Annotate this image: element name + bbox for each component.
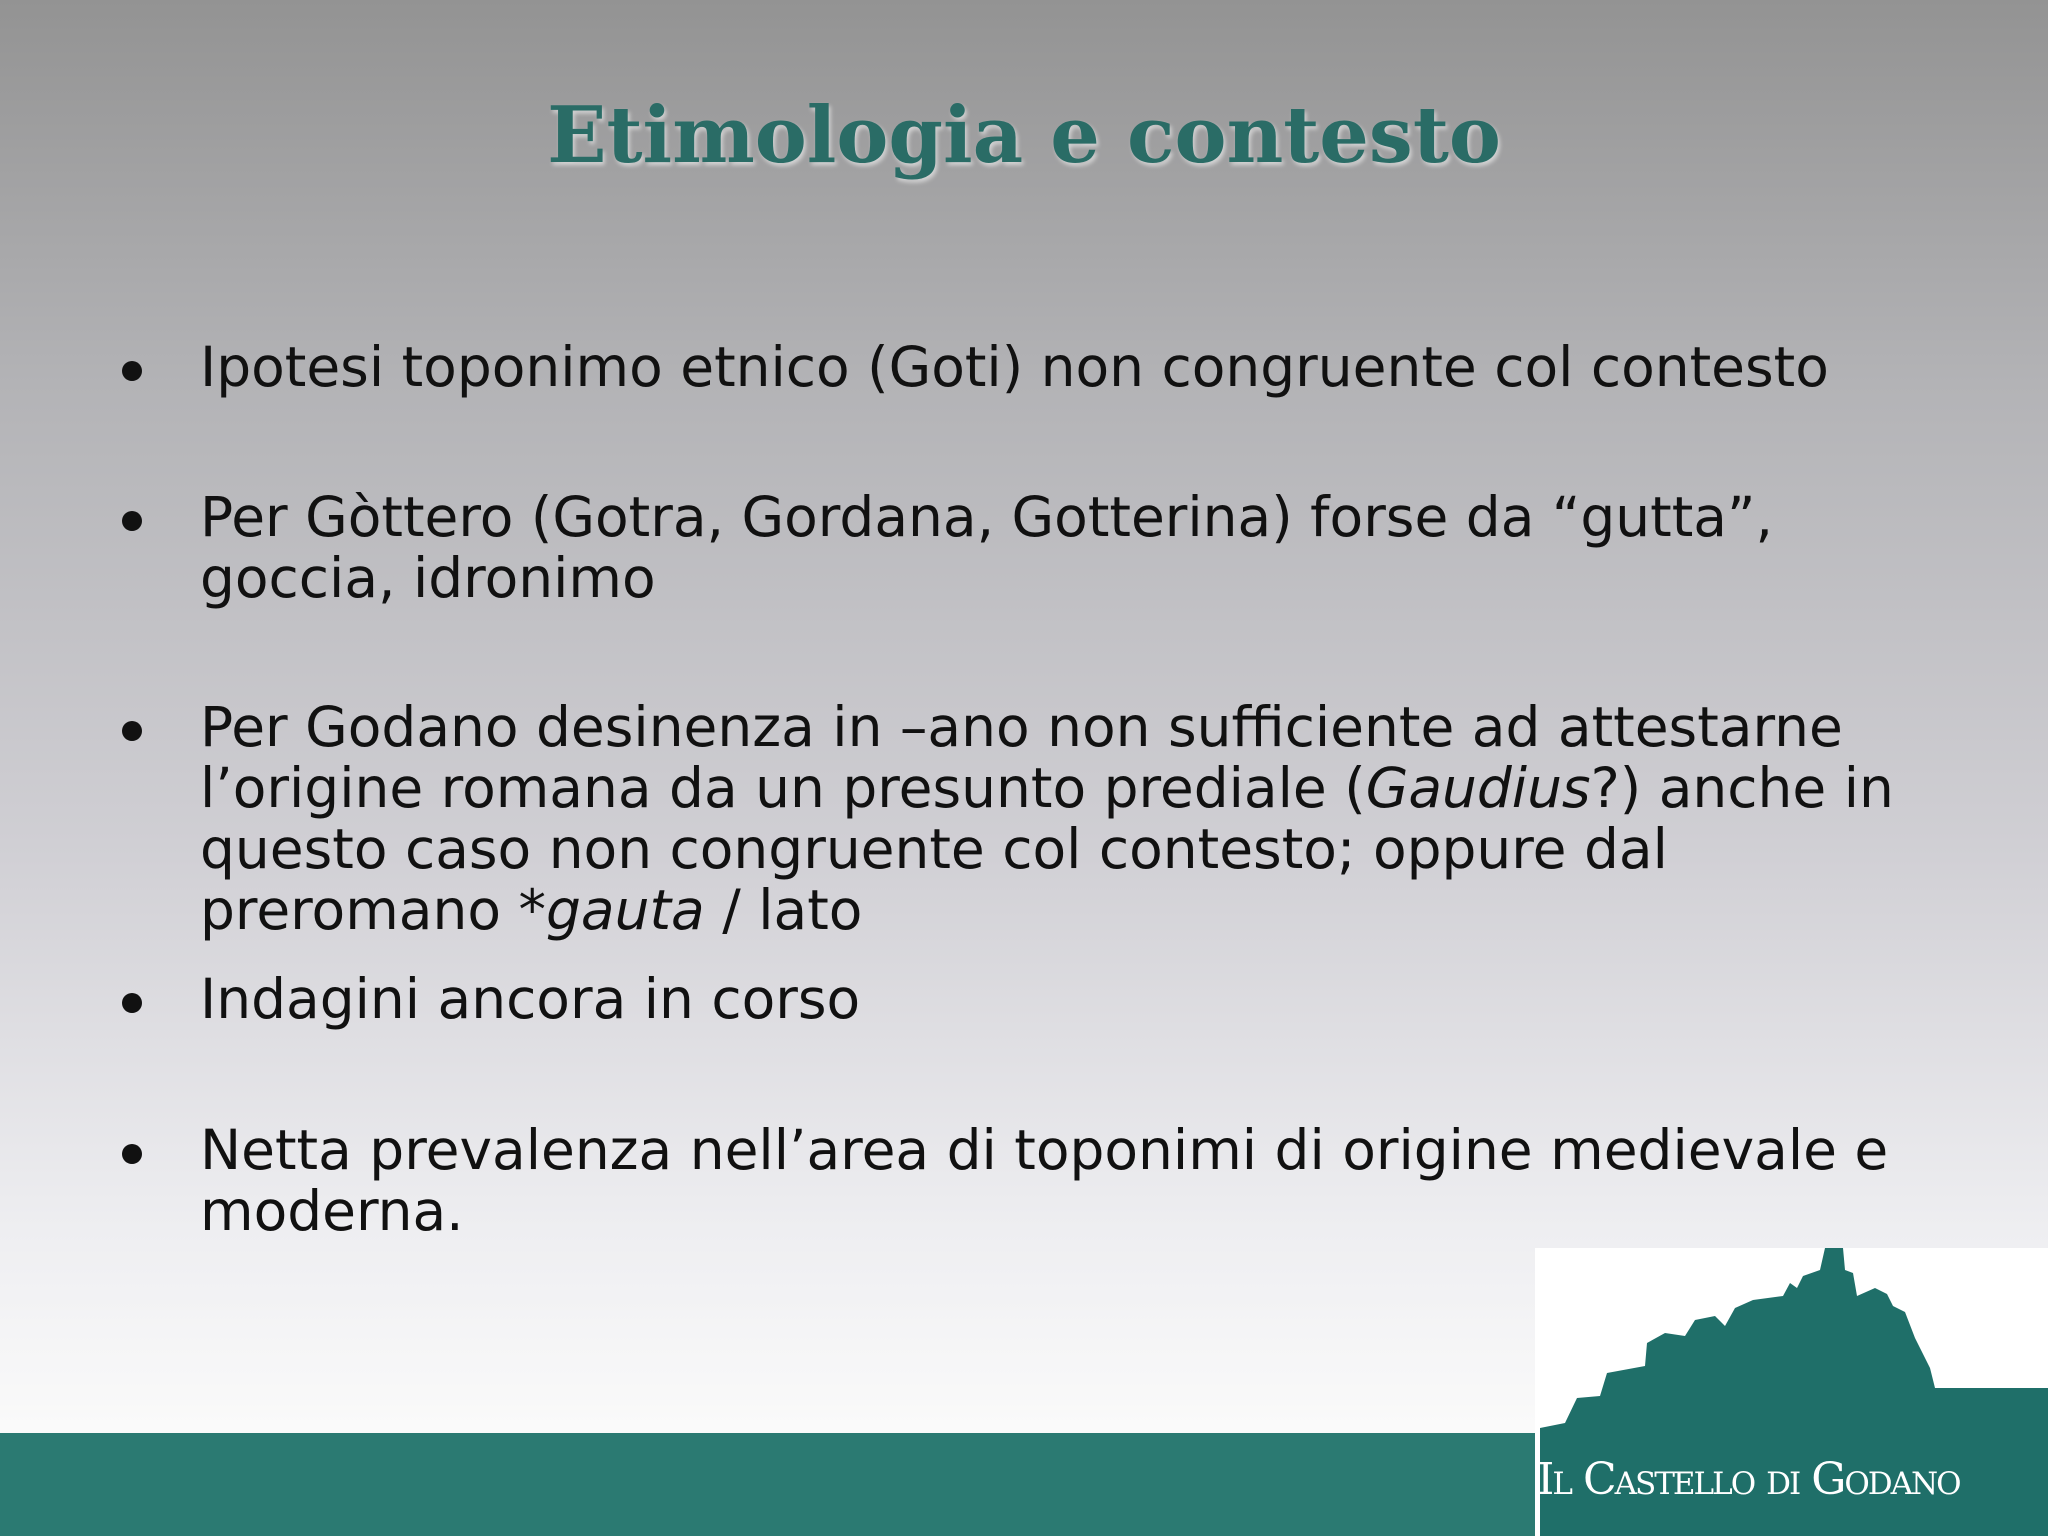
slide-title: Etimologia e contesto: [547, 90, 1501, 181]
bullet-item: [200, 487, 1960, 609]
bullet-item: [200, 337, 1960, 398]
bullet-item: [200, 1120, 1960, 1242]
logo-text: Il Castello di Godano: [1537, 1454, 1960, 1505]
bullet-dot-icon: [122, 361, 142, 381]
bullet-text: Per Godano desinenza in –ano non sufficiente ad attestarne l’origine romana da un presunto prediale (Gaudius?) anche in questo caso non congruente col contesto; oppure dal preromano *gauta / lato: [200, 695, 1894, 942]
bullet-item: [200, 969, 1960, 1030]
bullet-dot-icon: [122, 1144, 142, 1164]
bullet-dot-icon: [122, 721, 142, 741]
bullet-dot-icon: [122, 511, 142, 531]
bullet-item: [200, 697, 1960, 941]
bullet-text: Indagini ancora in corso: [200, 967, 861, 1031]
bullet-text: Netta prevalenza nell’area di toponimi di origine medievale e moderna.: [200, 1118, 1889, 1243]
bullet-text: Ipotesi toponimo etnico (Goti) non congruente col contesto: [200, 335, 1829, 399]
bullet-dot-icon: [122, 993, 142, 1013]
bullet-text: Per Gòttero (Gotra, Gordana, Gotterina) forse da “gutta”, goccia, idronimo: [200, 485, 1773, 610]
